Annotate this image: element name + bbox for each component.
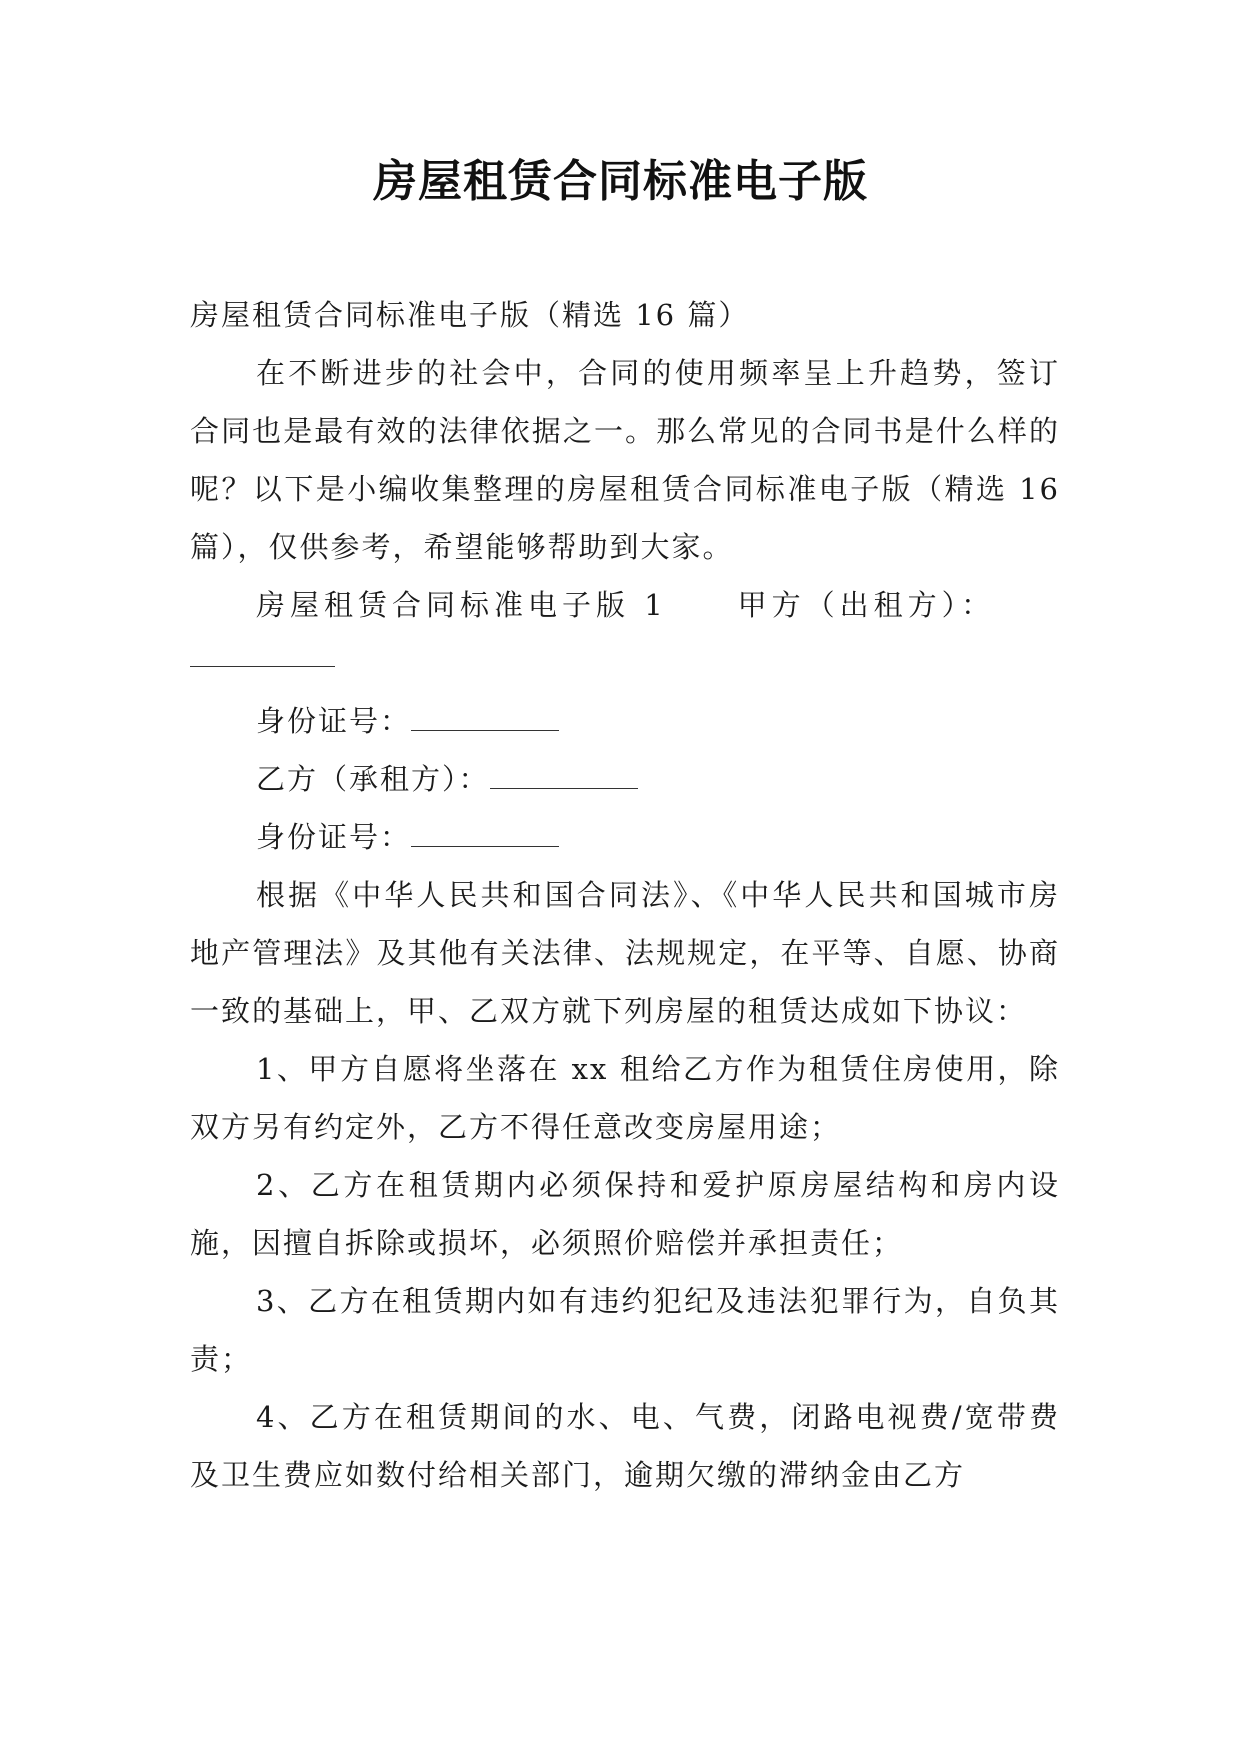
clause-1: 1、甲方自愿将坐落在 xx 租给乙方作为租赁住房使用，除双方另有约定外，乙方不得任意改变房屋用途； [190,1052,1060,1144]
document-body [190,286,1060,1504]
party-b-id-blank [411,826,559,847]
clause-2: 2、乙方在租赁期内必须保持和爱护原房屋结构和房内设施，因擅自拆除或损坏，必须照价赔偿并承担责任； [190,1168,1060,1260]
document-title: 房屋租赁合同标准电子版 [373,156,868,207]
intro-paragraph: 在不断进步的社会中，合同的使用频率呈上升趋势，签订合同也是最有效的法律依据之一。那么常见的合同书是什么样的呢？以下是小编收集整理的房屋租赁合同标准电子版（精选 16 篇），仅供参考，希望能够帮助到大家。 [190,356,1060,564]
preamble-paragraph: 根据《中华人民共和国合同法》、《中华人民共和国城市房地产管理法》及其他有关法律、法规规定，在平等、自愿、协商一致的基础上，甲、乙双方就下列房屋的租赁达成如下协议： [190,878,1060,1028]
party-a-label: 甲方（出租方）： [737,588,996,622]
party-a-blank [190,666,335,667]
clause-3: 3、乙方在租赁期内如有违约犯纪及违法犯罪行为，自负其责； [190,1284,1060,1376]
clause-4: 4、乙方在租赁期间的水、电、气费，闭路电视费/宽带费及卫生费应如数付给相关部门，逾期欠缴的滞纳金由乙方 [190,1400,1060,1492]
party-b-label: 乙方（承租方）： [256,762,490,796]
party-b-line [190,750,1060,808]
party-a-id-label: 身份证号： [256,704,412,738]
document-subtitle: 房屋租赁合同标准电子版（精选 16 篇） [190,298,750,332]
party-a-id-blank [411,710,559,731]
party-b-id-label: 身份证号： [256,820,412,854]
section-heading-line [190,576,1060,634]
section-heading: 房屋租赁合同标准电子版 1 [256,588,668,622]
party-b-blank [490,768,638,789]
party-b-id-line [190,808,1060,866]
party-a-id-line [190,692,1060,750]
party-a-blank-line [190,634,1060,692]
